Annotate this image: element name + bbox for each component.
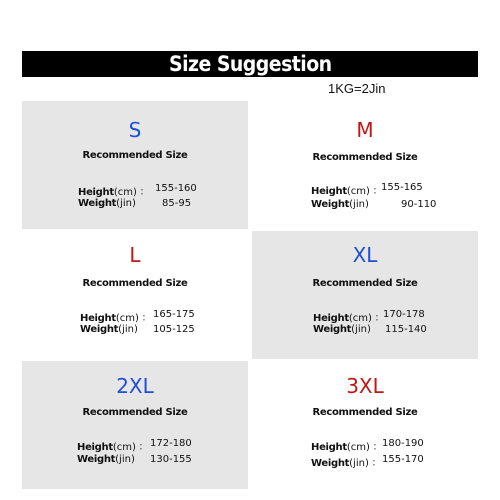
height-row xyxy=(78,183,197,198)
size-card-2xl xyxy=(22,361,248,489)
weight-label: Weight xyxy=(80,324,119,335)
height-unit: (cm) xyxy=(113,187,137,198)
size-card-l xyxy=(22,231,248,359)
weight-row xyxy=(80,324,195,335)
separator: ： xyxy=(374,313,385,324)
size-name: 2XL xyxy=(116,374,154,398)
height-label: Height xyxy=(313,313,349,324)
height-row xyxy=(313,309,425,324)
weight-row xyxy=(78,198,192,209)
height-unit: (cm) xyxy=(346,186,370,197)
height-row xyxy=(311,438,424,453)
height-value: 170-178 xyxy=(383,309,425,320)
height-unit: (cm) xyxy=(346,442,370,453)
weight-value: 155-170 xyxy=(382,454,424,465)
weight-label: Weight xyxy=(313,324,352,335)
unit-conversion-note: 1KG=2Jin xyxy=(328,81,386,96)
size-name: L xyxy=(129,243,141,267)
separator: ： xyxy=(138,442,149,453)
height-row xyxy=(311,182,423,197)
height-label: Height xyxy=(77,442,113,453)
weight-unit: (jin) xyxy=(116,198,136,209)
weight-unit: (jin) xyxy=(115,454,135,465)
recommended-label: Recommended Size xyxy=(312,278,418,289)
recommended-label: Recommended Size xyxy=(82,407,188,418)
height-unit: (cm) xyxy=(115,313,139,324)
weight-unit: (jin) xyxy=(349,199,369,210)
recommended-label: Recommended Size xyxy=(82,150,188,161)
weight-value: 85-95 xyxy=(162,198,192,209)
height-label: Height xyxy=(311,186,347,197)
separator: ： xyxy=(371,458,382,469)
weight-row xyxy=(311,454,424,469)
weight-label: Weight xyxy=(78,198,117,209)
size-name: M xyxy=(356,118,374,142)
size-card-xl xyxy=(252,231,478,359)
weight-row xyxy=(313,324,427,335)
weight-label: Weight xyxy=(311,458,350,469)
height-value: 172-180 xyxy=(150,438,192,449)
size-name: S xyxy=(128,118,142,142)
size-card-m xyxy=(252,101,478,229)
weight-unit: (jin) xyxy=(349,458,369,469)
height-unit: (cm) xyxy=(348,313,372,324)
recommended-label: Recommended Size xyxy=(312,407,418,418)
size-name: 3XL xyxy=(346,374,384,398)
height-row xyxy=(77,438,192,453)
separator: ： xyxy=(141,313,152,324)
weight-row xyxy=(311,199,437,210)
size-card-3xl xyxy=(252,361,478,489)
separator: ： xyxy=(372,442,383,453)
height-value: 165-175 xyxy=(153,309,195,320)
height-value: 155-160 xyxy=(155,183,197,194)
weight-value: 105-125 xyxy=(153,324,195,335)
size-card-s xyxy=(22,101,248,229)
height-value: 180-190 xyxy=(382,438,424,449)
height-row xyxy=(80,309,195,324)
size-grid xyxy=(22,101,478,491)
height-unit: (cm) xyxy=(112,442,136,453)
height-label: Height xyxy=(78,187,114,198)
size-name: XL xyxy=(352,243,378,267)
height-value: 155-165 xyxy=(381,182,423,193)
weight-label: Weight xyxy=(77,454,116,465)
weight-row xyxy=(77,454,192,465)
weight-unit: (jin) xyxy=(351,324,371,335)
weight-value: 90-110 xyxy=(401,199,437,210)
recommended-label: Recommended Size xyxy=(312,152,418,163)
recommended-label: Recommended Size xyxy=(82,278,188,289)
title-banner xyxy=(22,51,478,77)
height-label: Height xyxy=(80,313,116,324)
weight-unit: (jin) xyxy=(118,324,138,335)
weight-label: Weight xyxy=(311,199,350,210)
weight-value: 115-140 xyxy=(385,324,427,335)
height-label: Height xyxy=(311,442,347,453)
separator: ： xyxy=(372,186,383,197)
page-title: Size Suggestion xyxy=(168,52,332,76)
weight-value: 130-155 xyxy=(150,454,192,465)
separator: ： xyxy=(139,187,150,198)
